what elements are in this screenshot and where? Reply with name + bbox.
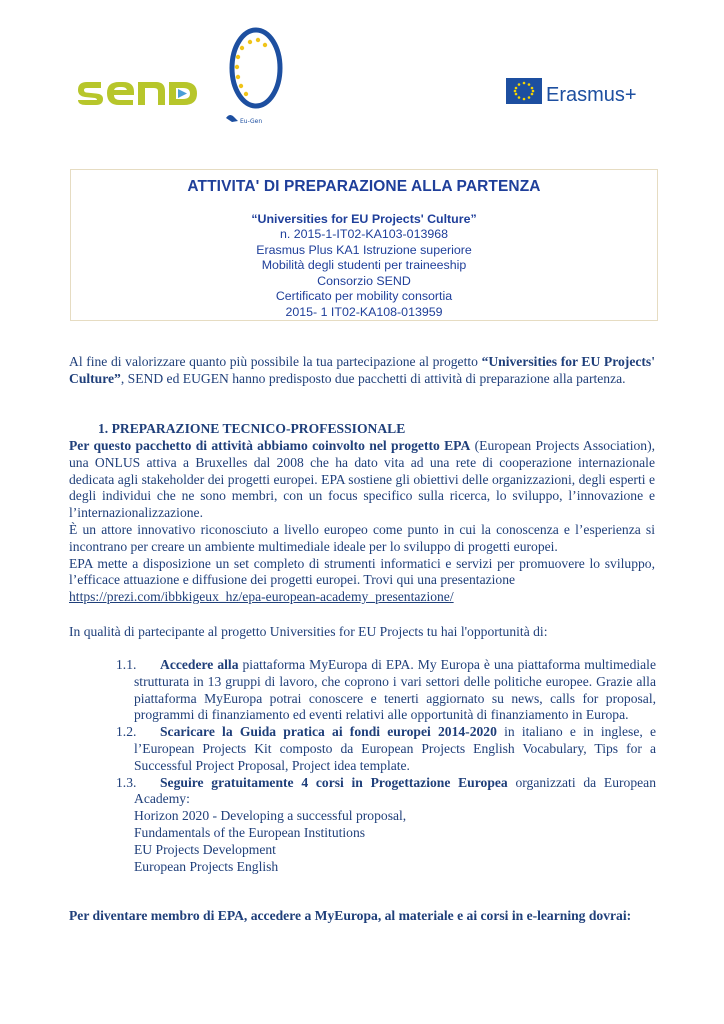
list-item — [116, 724, 656, 774]
program-line: Erasmus Plus KA1 Istruzione superiore — [256, 242, 472, 257]
prezi-presentation-link[interactable]: https://prezi.com/ibbkigeux_hz/epa-european-academy_presentazione/ — [69, 589, 454, 605]
opportunity-intro: In qualità di partecipante al progetto Universities for EU Projects tu hai l'opportunità di: — [69, 624, 548, 639]
certificate-line: Certificato per mobility consortia — [275, 289, 453, 304]
course-item: EU Projects Development — [134, 841, 276, 857]
erasmus-logo — [506, 74, 652, 110]
membership-text: Per diventare membro di EPA, accedere a MyEuropa, al materiale e ai corsi in e-learning dovrai: — [69, 908, 632, 923]
list-item-number: 1.3. — [116, 774, 137, 790]
epa-paragraph-3: EPA mette a disposizione un set completo di strumenti informatici e servizi per promuovere lo sviluppo, l’efficace attuazione e diffusione dei progetti europei. Trovi qui una presentazione — [69, 555, 655, 588]
project-name: “Universities for EU Projects' Culture” — [251, 212, 477, 226]
list-item-bold: Seguire gratuitamente 4 corsi in Progettazione Europea — [160, 774, 508, 790]
intro-project-name: “Universities for EU Projects' Culture” — [69, 354, 655, 386]
list-item-number: 1.2. — [116, 724, 137, 740]
epa-paragraph-2: È un attore innovativo riconosciuto a livello europeo come punto in cui la conoscenza e l’esperienza si incontrano per creare un ambiente multimediale ideale per lo sviluppo di progetti europei. — [69, 521, 655, 554]
list-item-text: organizzati da European Academy: — [134, 774, 657, 807]
epa-intro-text: (European Projects Association), una ONLUS attiva a Bruxelles dal 2008 che ha dato vita ad una rete di cooperazione internazionale dedicata agli stakeholder dei progetti europei. EPA sostiene gli obiettivi delle organizzazioni, degli esperti e degli individui che ne sono membri, con un focus specifico sulla ricerca, lo sviluppo, l’innovazione e l’internazionalizzazione. — [69, 438, 656, 521]
intro-text: Al fine di valorizzare quanto più possibile la tua partecipazione al progetto — [69, 354, 482, 369]
intro-paragraph — [69, 354, 655, 388]
list-item-text: piattaforma MyEuropa di EPA. My Europa è una piattaforma multimediale strutturata in 13 gruppi di lavoro, che coprono i vari settori delle politiche europee. Grazie alla piattaforma MyEuropa potrai conoscere e tenerti aggiornato su news, calls for proposal, programmi di finanziamento ed eventi relativi alle opportunità di finanziamento in Europa. — [134, 657, 656, 723]
list-item-text: in italiano e in inglese, e l’European Projects Kit composto da European Projects English Vocabulary, Tips for a Successful Project Proposal, Project idea template. — [134, 724, 656, 773]
project-number: n. 2015-1-IT02-KA103-013968 — [279, 227, 449, 241]
certificate-number: 2015- 1 IT02-KA108-013959 — [285, 304, 443, 319]
send-logo — [76, 78, 200, 108]
eugen-logo — [214, 26, 284, 132]
logo-bar — [0, 0, 724, 160]
mobility-line: Mobilità degli studenti per traineeship — [261, 258, 467, 273]
list-item — [116, 775, 656, 809]
section-1-body — [69, 438, 655, 606]
opportunity-list — [116, 657, 656, 875]
course-item: European Projects English — [134, 858, 279, 874]
epa-paragraph — [69, 438, 655, 522]
erasmus-logo-text: Erasmus+ — [546, 84, 637, 106]
list-item — [116, 657, 656, 724]
course-item: Fundamentals of the European Institutions — [134, 824, 366, 840]
document-title: ATTIVITA' DI PREPARAZIONE ALLA PARTENZA — [187, 178, 541, 195]
project-header-box — [70, 169, 658, 321]
intro-text-end: , SEND ed EUGEN hanno predisposto due pacchetti di attività di preparazione alla partenza. — [120, 370, 626, 386]
membership-paragraph — [69, 908, 655, 925]
course-item: Horizon 2020 - Developing a successful proposal, — [134, 808, 407, 824]
list-item-bold: Accedere alla — [160, 657, 239, 672]
list-item-number: 1.1. — [116, 657, 137, 672]
epa-intro-bold: Per questo pacchetto di attività abbiamo coinvolto nel progetto EPA — [69, 438, 471, 453]
list-item-bold: Scaricare la Guida pratica ai fondi europei 2014-2020 — [160, 724, 497, 740]
eugen-logo-text: Eu-Gen — [240, 118, 263, 125]
section-heading-1: 1. PREPARAZIONE TECNICO-PROFESSIONALE — [98, 421, 406, 436]
consortium-line: Consorzio SEND — [317, 273, 411, 288]
